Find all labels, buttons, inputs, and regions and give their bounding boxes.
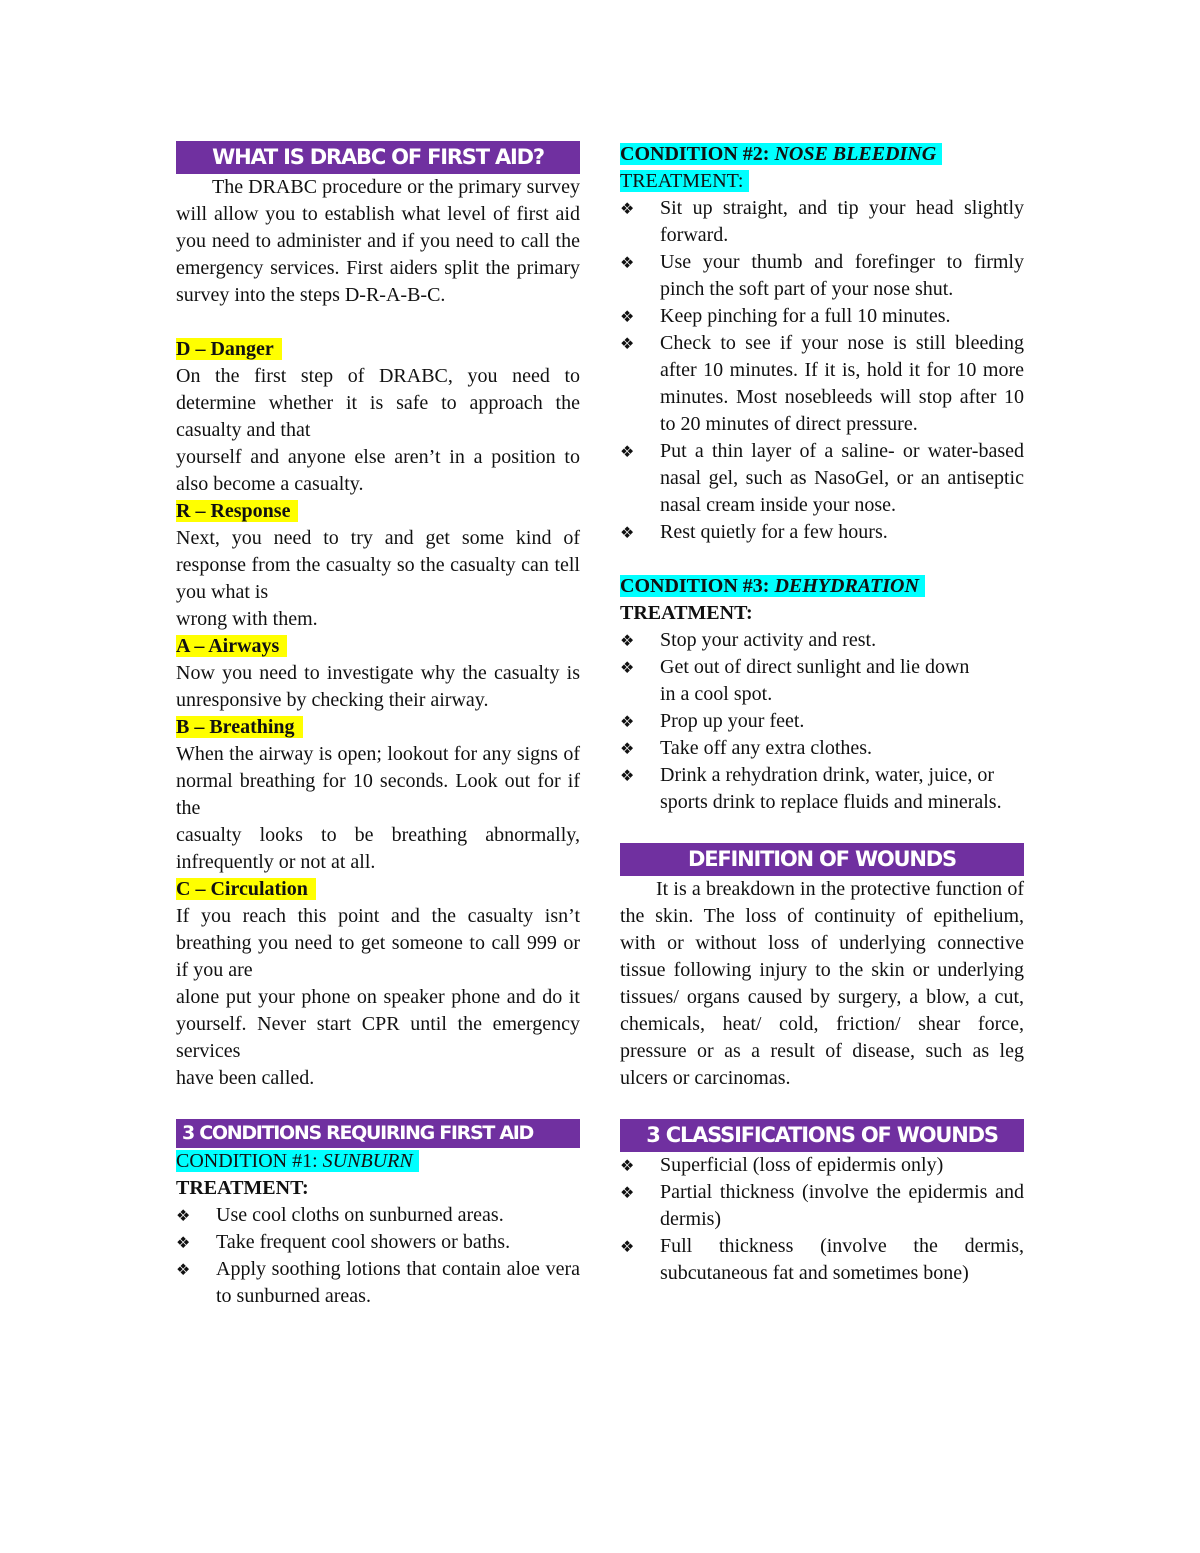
- diamond-bullet-icon: ❖: [620, 442, 635, 461]
- step-text: When the airway is open; lookout for any signs of normal breathing for 10 seconds. Look out for if the: [176, 743, 580, 819]
- step-title: C – Circulation: [176, 878, 316, 900]
- diamond-bullet-icon: ❖: [620, 334, 635, 353]
- conditions-heading: 3 CONDITIONS REQUIRING FIRST AID: [176, 1119, 580, 1148]
- step-title: B – Breathing: [176, 716, 303, 738]
- list-item: ❖ Take off any extra clothes.: [620, 735, 1024, 762]
- list-item: ❖ Full thickness (involve the dermis, subcutaneous fat and sometimes bone): [620, 1235, 1024, 1284]
- diamond-bullet-icon: ❖: [620, 199, 635, 218]
- drabc-intro: The DRABC procedure or the primary survey will allow you to establish what level of first aid you need to administer and if you need to call the emergency services. First aiders split the primary survey into the steps D-R-A-B-C.: [176, 176, 580, 306]
- step-danger: [176, 336, 580, 498]
- list-item: ❖ Partial thickness (involve the epidermis and dermis): [620, 1181, 1024, 1230]
- list-item: ❖ Rest quietly for a few hours.: [620, 519, 1024, 546]
- condition-sunburn: [176, 1148, 580, 1310]
- step-text: have been called.: [176, 1067, 315, 1089]
- diamond-bullet-icon: ❖: [620, 766, 635, 785]
- left-column: [176, 141, 580, 1310]
- list-item: ❖ Check to see if your nose is still bleeding after 10 minutes. If it is, hold it for 10 more minutes. Most nosebleeds will stop after 10 to 20 minutes of direct pressure.: [620, 332, 1024, 435]
- diamond-bullet-icon: ❖: [620, 523, 635, 542]
- list-item: ❖ Put a thin layer of a saline- or water-based nasal gel, such as NasoGel, or an antiseptic nasal cream inside your nose.: [620, 440, 1024, 516]
- diamond-bullet-icon: ❖: [620, 253, 635, 272]
- list-item: ❖ Take frequent cool showers or baths.: [176, 1229, 580, 1256]
- step-text: yourself and anyone else aren’t in a position to also become a casualty.: [176, 446, 580, 495]
- right-column: [620, 141, 1024, 1287]
- diamond-bullet-icon: ❖: [620, 1156, 635, 1175]
- list-item: ❖ Keep pinching for a full 10 minutes.: [620, 303, 1024, 330]
- treatment-label: TREATMENT:: [620, 602, 753, 624]
- list-item: ❖ Drink a rehydration drink, water, juice, or sports drink to replace fluids and minerals.: [620, 764, 1002, 813]
- step-text: Next, you need to try and get some kind of response from the casualty so the casualty can tell you what is: [176, 527, 580, 603]
- treatment-label: TREATMENT:: [176, 1177, 309, 1199]
- nose-bleeding-treatment-list: [620, 195, 1024, 546]
- dehydration-treatment-list: [620, 627, 1024, 816]
- step-title: D – Danger: [176, 338, 282, 360]
- wounds-definition: It is a breakdown in the protective function of the skin. The loss of continuity of epithelium, with or without loss of underlying connective tissue following injury to the skin or underlying tissues/ organs caused by surgery, a blow, a cut, chemicals, heat/ cold, friction/ shear force, pressure or as a result of disease, such as leg ulcers or carcinomas.: [620, 878, 1024, 1089]
- list-item: ❖ Use cool cloths on sunburned areas.: [176, 1202, 580, 1229]
- step-airways: [176, 633, 580, 714]
- diamond-bullet-icon: ❖: [620, 658, 635, 677]
- classifications-heading: 3 CLASSIFICATIONS OF WOUNDS: [620, 1119, 1024, 1152]
- step-text: wrong with them.: [176, 608, 318, 630]
- diamond-bullet-icon: ❖: [176, 1233, 191, 1252]
- list-item: ❖ Use your thumb and forefinger to firmly pinch the soft part of your nose shut.: [620, 251, 1024, 300]
- condition-title: CONDITION #2: NOSE BLEEDING: [620, 143, 942, 165]
- list-item: ❖ Superficial (loss of epidermis only): [620, 1152, 1024, 1179]
- diamond-bullet-icon: ❖: [176, 1260, 191, 1279]
- treatment-label: TREATMENT:: [620, 170, 749, 192]
- list-item: ❖ Sit up straight, and tip your head slightly forward.: [620, 197, 1024, 246]
- diamond-bullet-icon: ❖: [620, 712, 635, 731]
- condition-nose-bleeding: [620, 141, 1024, 546]
- step-text: alone put your phone on speaker phone and do it yourself. Never start CPR until the emergency services: [176, 986, 580, 1062]
- condition-title: CONDITION #3: DEHYDRATION: [620, 575, 925, 597]
- list-item: ❖ Stop your activity and rest.: [620, 627, 1024, 654]
- list-item: ❖ Apply soothing lotions that contain aloe vera to sunburned areas.: [176, 1258, 580, 1307]
- list-item: ❖ Get out of direct sunlight and lie down in a cool spot.: [620, 656, 970, 705]
- wounds-heading: DEFINITION OF WOUNDS: [620, 843, 1024, 876]
- classifications-list: [620, 1152, 1024, 1287]
- drabc-heading: WHAT IS DRABC OF FIRST AID?: [176, 141, 580, 174]
- list-item: ❖ Prop up your feet.: [620, 708, 1024, 735]
- diamond-bullet-icon: ❖: [620, 1183, 635, 1202]
- step-text: On the first step of DRABC, you need to determine whether it is safe to approach the casualty and that: [176, 365, 580, 441]
- condition-title: CONDITION #1: SUNBURN: [176, 1150, 419, 1172]
- step-text: casualty looks to be breathing abnormally, infrequently or not at all.: [176, 824, 580, 873]
- diamond-bullet-icon: ❖: [620, 307, 635, 326]
- step-breathing: [176, 714, 580, 876]
- step-text: If you reach this point and the casualty isn’t breathing you need to get someone to call 999 or if you are: [176, 905, 580, 981]
- step-circulation: [176, 876, 580, 1092]
- step-response: [176, 498, 580, 633]
- step-title: A – Airways: [176, 635, 287, 657]
- diamond-bullet-icon: ❖: [176, 1206, 191, 1225]
- sunburn-treatment-list: [176, 1202, 580, 1310]
- diamond-bullet-icon: ❖: [620, 631, 635, 650]
- diamond-bullet-icon: ❖: [620, 739, 635, 758]
- condition-dehydration: [620, 573, 1024, 816]
- step-title: R – Response: [176, 500, 298, 522]
- step-text: Now you need to investigate why the casualty is unresponsive by checking their airway.: [176, 662, 580, 711]
- diamond-bullet-icon: ❖: [620, 1237, 635, 1256]
